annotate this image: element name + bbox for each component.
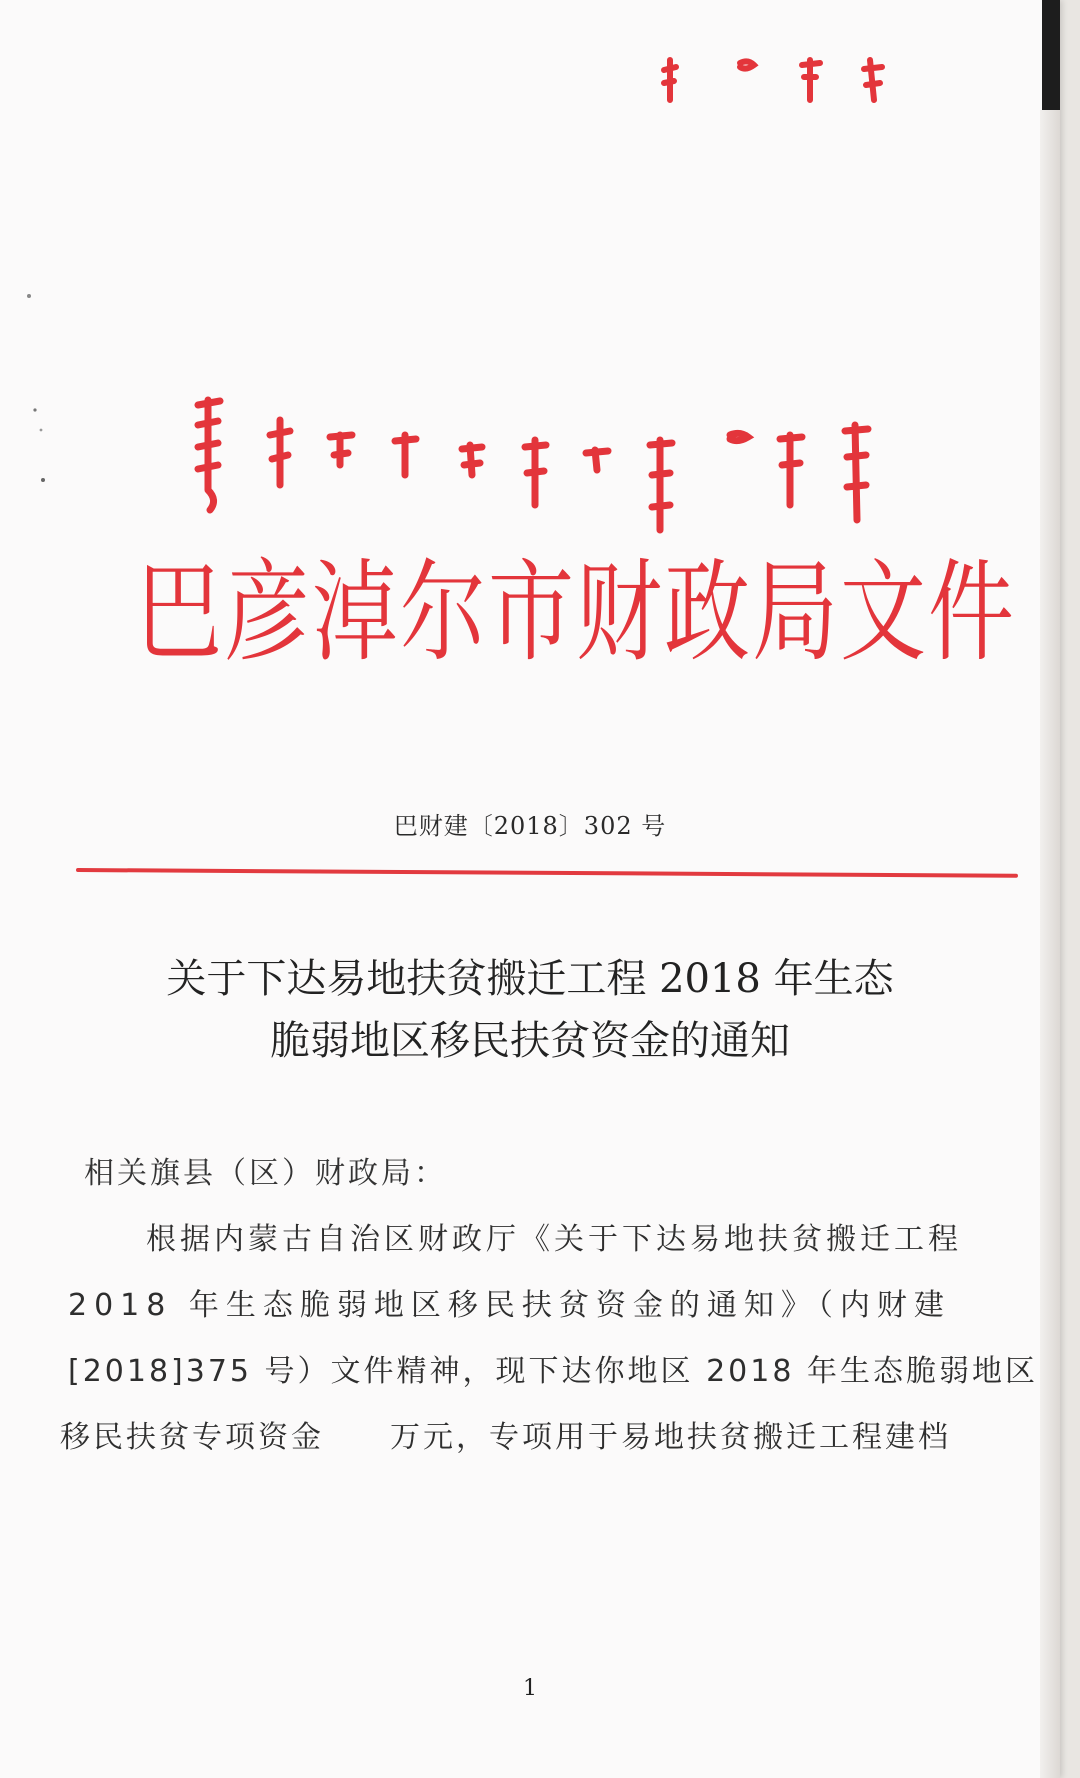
document-title-line-1: 关于下达易地扶贫搬迁工程 2018 年生态 xyxy=(166,956,894,1002)
red-divider-line xyxy=(76,868,1018,878)
body-line-3: [2018]375 号）文件精神，现下达你地区 2018 年生态脆弱地区 xyxy=(68,1354,1038,1389)
body-line-1: 根据内蒙古自治区财政厅《关于下达易地扶贫搬迁工程 xyxy=(146,1222,962,1257)
scan-specks xyxy=(25,290,45,490)
document-title-line-2: 脆弱地区移民扶贫资金的通知 xyxy=(270,1018,790,1064)
body-line-4: 移民扶贫专项资金 万元，专项用于易地扶贫搬迁工程建档 xyxy=(60,1420,951,1455)
document-number: 巴财建〔2018〕302 号 xyxy=(393,812,667,840)
mongolian-script-title xyxy=(190,395,930,535)
page-edge-gradient xyxy=(1040,110,1060,1778)
body-line-2: 2018 年生态脆弱地区移民扶贫资金的通知》（内财建 xyxy=(68,1288,951,1323)
issuing-authority-title: 巴彦淖尔市财政局文件 xyxy=(136,549,1016,678)
salutation: 相关旗县（区）财政局： xyxy=(84,1156,447,1191)
mongolian-script-mark-top xyxy=(660,55,900,105)
page-edge-shadow xyxy=(1042,0,1060,110)
page-number: 1 xyxy=(523,1676,537,1701)
document-title xyxy=(0,948,1060,1072)
